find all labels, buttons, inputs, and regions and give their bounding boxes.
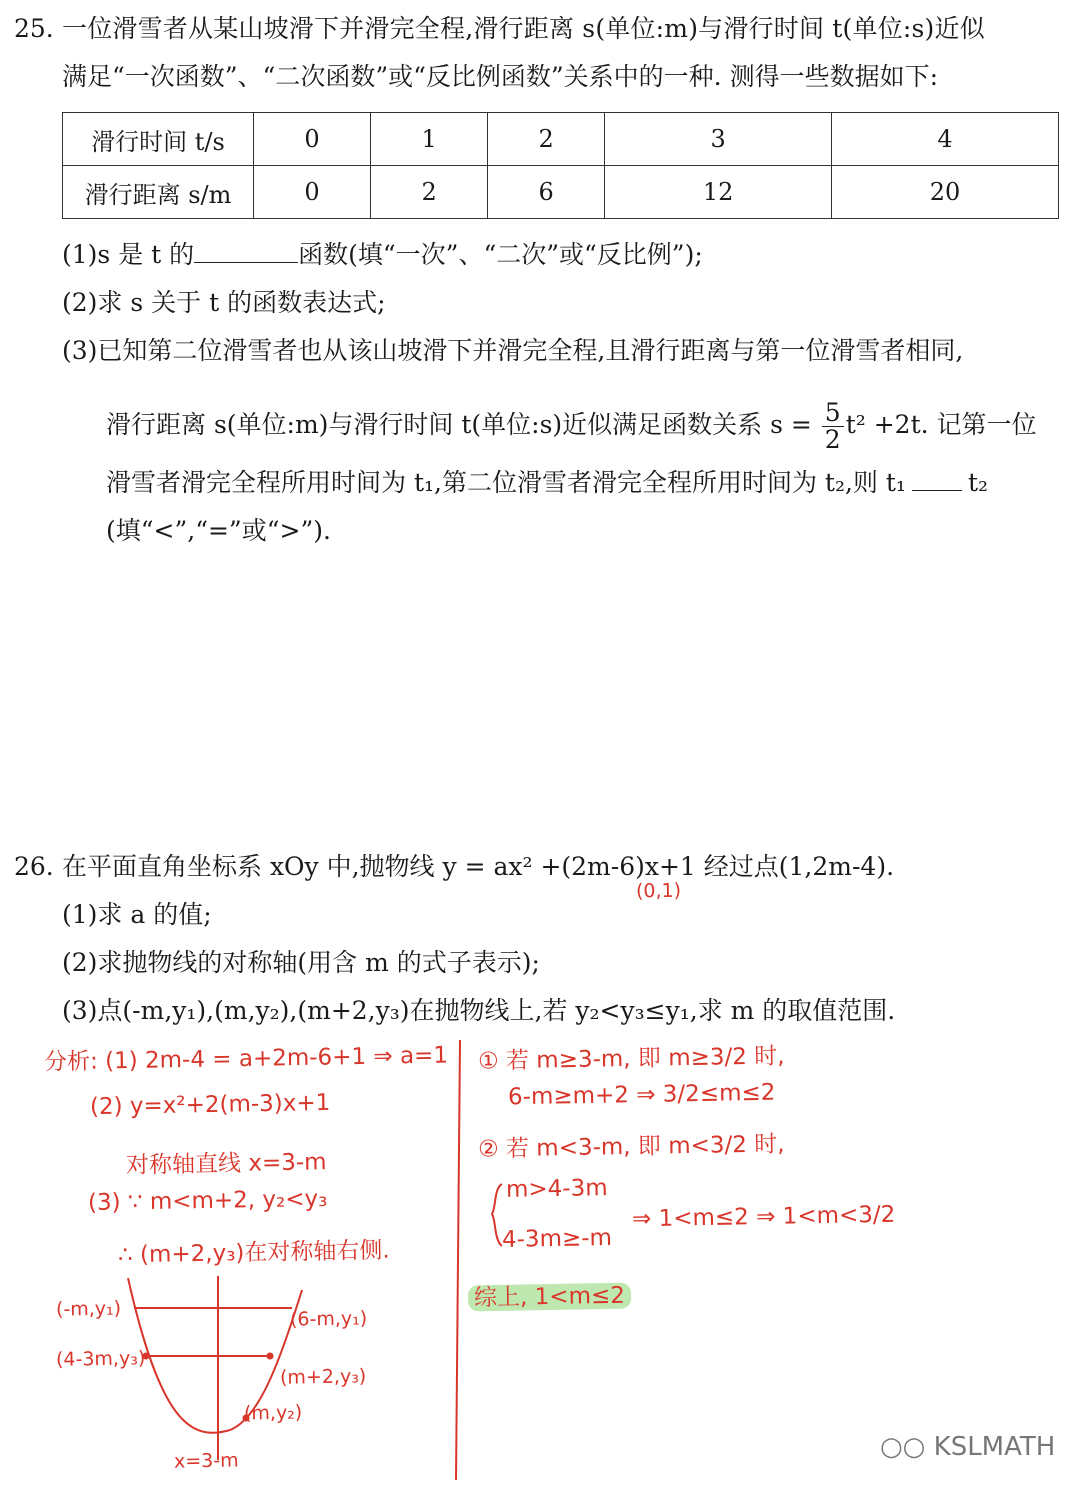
table-cell: 0 <box>254 113 371 166</box>
table-cell: 2 <box>488 113 605 166</box>
q25-stem-line2: 满足“一次函数”、“二次函数”或“反比例函数”关系中的一种. 测得一些数据如下: <box>62 62 939 91</box>
watermark <box>880 1432 1055 1462</box>
table-cell: 3 <box>605 113 832 166</box>
q26-number: 26. <box>14 852 54 881</box>
q25-part3-line2 <box>106 400 1037 453</box>
point-dot <box>267 1353 274 1360</box>
q25-number: 25. <box>14 14 54 43</box>
q25-part2: (2)求 s 关于 t 的函数表达式; <box>62 288 386 317</box>
q25-part1-text: (1)s 是 t 的 <box>62 240 195 269</box>
hw-line: ② 若 m<3-m, 即 m<3/2 时, <box>477 1131 785 1163</box>
table-cell: 12 <box>605 166 832 219</box>
q25-part3-text-c: 滑雪者滑完全程所用时间为 t₁,第二位滑雪者滑完全程所用时间为 t₂,则 t₁ <box>106 468 906 497</box>
q25-part3-text-b: t² +2t. 记第一位 <box>845 410 1037 439</box>
table-cell: 4 <box>832 113 1059 166</box>
fraction-numerator: 5 <box>822 400 844 427</box>
hw-line: m>4-3m <box>505 1175 608 1203</box>
axis-label: x=3-m <box>173 1449 239 1473</box>
table-cell: 20 <box>832 166 1059 219</box>
q26-part1: (1)求 a 的值; <box>62 900 212 929</box>
point-label: (6-m,y₁) <box>289 1307 368 1331</box>
hw-line: 对称轴直线 x=3-m <box>125 1149 327 1179</box>
divider-line <box>450 1030 470 1490</box>
point-label: (-m,y₁) <box>55 1297 122 1321</box>
fraction-denominator: 2 <box>824 425 841 454</box>
conclusion <box>468 1277 631 1313</box>
q25-part3-line1: (3)已知第二位滑雪者也从该山坡滑下并滑完全程,且滑行距离与第一位滑雪者相同, <box>62 336 964 365</box>
watermark-text: KSLMATH <box>933 1432 1056 1462</box>
table-cell: 2 <box>371 166 488 219</box>
table-cell: 1 <box>371 113 488 166</box>
table-row <box>63 166 1059 219</box>
table-row-label: 滑行时间 t/s <box>63 113 254 166</box>
hw-line: 分析: (1) 2m-4 = a+2m-6+1 ⇒ a=1 <box>43 1042 449 1076</box>
q26-part3: (3)点(-m,y₁),(m,y₂),(m+2,y₃)在抛物线上,若 y₂<y₃≤y₁,求 m 的取值范围. <box>62 996 896 1025</box>
q25-part1 <box>62 238 703 272</box>
q26-part2: (2)求抛物线的对称轴(用含 m 的式子表示); <box>62 948 540 977</box>
answer-blank <box>912 468 962 491</box>
q25-part3-text-d: t₂ <box>967 468 989 497</box>
hw-line: ⇒ 1<m≤2 ⇒ 1<m<3/2 <box>631 1201 896 1233</box>
hw-line: ∴ (m+2,y₃)在对称轴右侧. <box>117 1237 390 1269</box>
hw-line: 6-m≥m+2 ⇒ 3/2≤m≤2 <box>507 1079 776 1111</box>
answer-blank <box>194 240 298 263</box>
hw-line: (3) ∵ m<m+2, y₂<y₃ <box>87 1185 328 1217</box>
table-cell: 6 <box>488 166 605 219</box>
highlighted-answer: 综上, 1<m≤2 <box>468 1283 631 1312</box>
point-label: (4-3m,y₃) <box>55 1347 146 1371</box>
table-cell: 0 <box>254 166 371 219</box>
table-row <box>63 113 1059 166</box>
q25-part3-line3 <box>106 466 988 500</box>
table-row-label: 滑行距离 s/m <box>63 166 254 219</box>
q25-data-table <box>62 112 1059 219</box>
point-label: (m+2,y₃) <box>279 1365 367 1389</box>
fraction <box>822 400 844 453</box>
q25-part3-line4: (填“<”,“=”或“>”). <box>106 516 331 545</box>
point-label: (m,y₂) <box>243 1401 303 1425</box>
hw-line: 4-3m≥-m <box>501 1225 613 1253</box>
q25-part1-text-b: 函数(填“一次”、“二次”或“反比例”); <box>298 240 703 269</box>
handwritten-note: (0,1) <box>635 879 682 903</box>
hw-line: (2) y=x²+2(m-3)x+1 <box>89 1089 331 1121</box>
q25-part3-text: 滑行距离 s(单位:m)与滑行时间 t(单位:s)近似满足函数关系 s = <box>106 410 812 439</box>
wechat-icon: ○○ <box>880 1432 926 1462</box>
hw-line: ① 若 m≥3-m, 即 m≥3/2 时, <box>477 1043 785 1075</box>
q25-stem-line1: 一位滑雪者从某山坡滑下并滑完全程,滑行距离 s(单位:m)与滑行时间 t(单位:s)近似 <box>62 14 985 43</box>
q26-stem: 在平面直角坐标系 xOy 中,抛物线 y = ax² +(2m-6)x+1 经过点(1,2m-4). <box>62 852 895 881</box>
